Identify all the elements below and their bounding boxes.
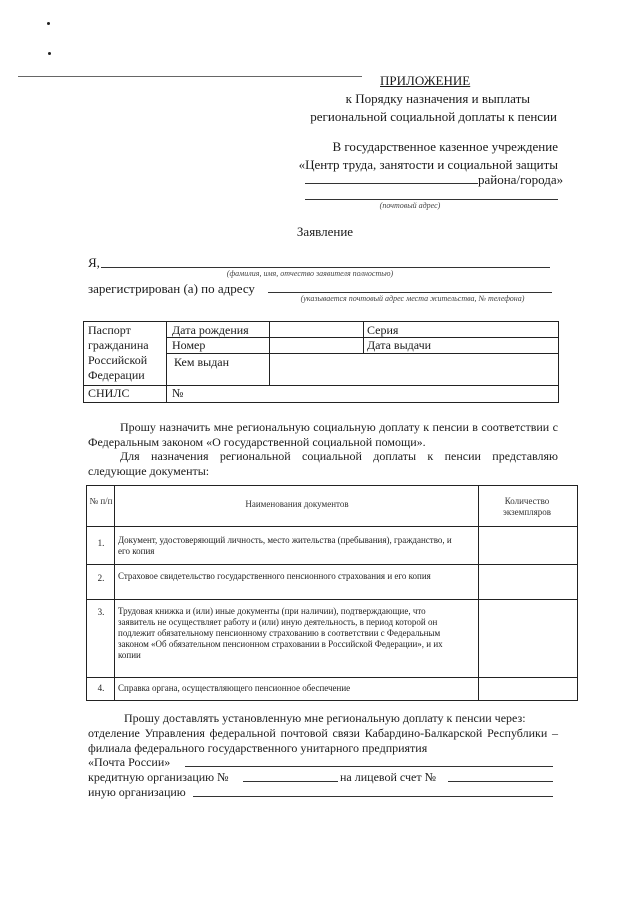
registered-label: зарегистрирован (а) по адресу bbox=[88, 281, 255, 296]
credit-label: кредитную организацию № bbox=[88, 770, 229, 784]
address-field[interactable] bbox=[268, 292, 552, 293]
documents-intro: Для назначения региональной социальной доплаты к пенсии представляю следующие документы: bbox=[88, 449, 558, 478]
addressee-line2: «Центр труда, занятости и социальной защиты bbox=[298, 157, 558, 172]
documents-table bbox=[86, 485, 578, 701]
appendix-title: ПРИЛОЖЕНИЕ bbox=[380, 73, 471, 88]
post-office-field[interactable] bbox=[185, 766, 553, 767]
name-caption: (фамилия, имя, отчество заявителя полностью) bbox=[226, 269, 394, 278]
appendix-line2: региональной социальной доплаты к пенсии bbox=[310, 109, 557, 124]
passport-label-1: Паспорт bbox=[88, 323, 131, 337]
issue-date-label: Дата выдачи bbox=[367, 338, 432, 352]
birth-date-label: Дата рождения bbox=[172, 323, 249, 337]
row-document-name: Справка органа, осуществляющего пенсионное обеспечение bbox=[118, 683, 351, 693]
postal-address-caption: (почтовый адрес) bbox=[379, 201, 441, 210]
issued-by-label: Кем выдан bbox=[174, 355, 230, 369]
address-caption: (указывается почтовый адрес места жительства, № телефона) bbox=[300, 294, 525, 303]
passport-label-3: Российской bbox=[88, 353, 148, 367]
other-org-field[interactable] bbox=[193, 796, 553, 797]
ya-label: Я, bbox=[88, 255, 100, 270]
passport-table bbox=[83, 321, 559, 403]
col-name-header: Наименования документов bbox=[245, 499, 349, 509]
row-document-name: Документ, удостоверяющий личность, место жительства (пребывания), гражданство, и его копия bbox=[118, 535, 452, 556]
addressee-line3: района/города» bbox=[478, 172, 564, 187]
snils-number-sign: № bbox=[172, 386, 184, 400]
row-num: 4. bbox=[97, 683, 105, 693]
delivery-intro: Прошу доставлять установленную мне региональную доплату к пенсии через: bbox=[124, 711, 526, 725]
row-num: 3. bbox=[97, 607, 105, 617]
series-label: Серия bbox=[367, 323, 399, 337]
passport-label-4: Федерации bbox=[88, 368, 145, 382]
col-qty-header: Количество экземпляров bbox=[502, 496, 552, 517]
row-num: 1. bbox=[97, 538, 105, 548]
postal-address-line[interactable] bbox=[305, 199, 558, 200]
credit-org-field[interactable] bbox=[243, 781, 338, 782]
account-field[interactable] bbox=[448, 781, 553, 782]
scan-speck bbox=[47, 22, 50, 25]
statement-title: Заявление bbox=[296, 224, 354, 239]
snils-label: СНИЛС bbox=[88, 386, 130, 400]
applicant-name-field[interactable] bbox=[101, 267, 550, 268]
row-document-name: Трудовая книжка и (или) иные документы (при наличии), подтверждающие, что заявитель не осуществляет работу и (или) иную деятельность, в период которой он подлежит обязательному пенсионному страхованию в соответствии с Федеральным законом «Об обязательном пенсионном страховании в Российской Федерации», и их копии bbox=[118, 606, 443, 660]
row-num: 2. bbox=[97, 573, 105, 583]
other-org-label: иную организацию bbox=[88, 785, 186, 799]
top-rule bbox=[18, 76, 362, 77]
district-line[interactable] bbox=[305, 183, 478, 184]
appendix-line1: к Порядку назначения и выплаты bbox=[345, 91, 530, 106]
row-document-name: Страховое свидетельство государственного пенсионного страхования и его копия bbox=[118, 571, 431, 581]
delivery-branch: отделение Управления федеральной почтовой связи Кабардино-Балкарской Республики – филиала федерального государственного унитарного предприятия bbox=[88, 726, 558, 755]
account-label: на лицевой счет № bbox=[340, 770, 437, 784]
request-paragraph: Прошу назначить мне региональную социальную доплату к пенсии в соответствии с Федеральным законом «О государственной социальной помощи». bbox=[88, 420, 558, 449]
passport-label-2: гражданина bbox=[88, 338, 149, 352]
number-label: Номер bbox=[172, 338, 206, 352]
post-label: «Почта России» bbox=[88, 755, 171, 769]
col-num-header: № п/п bbox=[89, 496, 113, 506]
addressee-line1: В государственное казенное учреждение bbox=[332, 139, 558, 154]
scan-speck bbox=[48, 52, 51, 55]
